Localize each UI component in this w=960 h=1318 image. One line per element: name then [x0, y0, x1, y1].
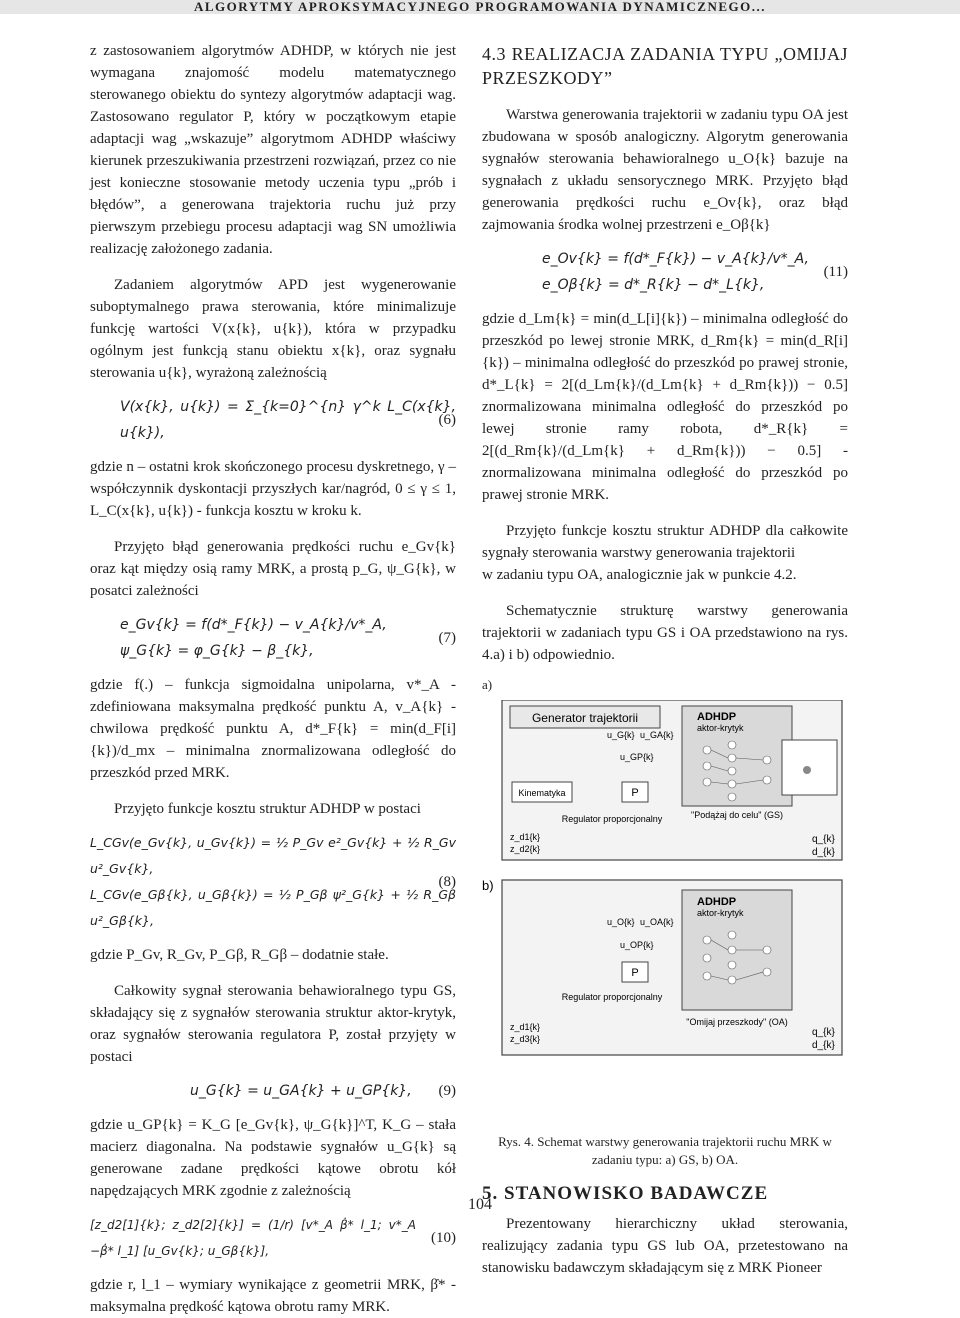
equation-number: (9) — [438, 1083, 456, 1099]
paragraph: w zadaniu typu OA, analogicznie jak w punkcie 4.2. — [482, 567, 797, 583]
uga-label: u_GA{k} — [640, 730, 674, 740]
paragraph: Prezentowany hierarchiczny układ sterowania, realizujący zadania typu GS lub OA, przetestowano na stanowisku badawczym składającym się z MRK Pioneer — [482, 1216, 848, 1276]
d-label-b: d_{k} — [812, 1040, 835, 1051]
q-label-a: q_{k} — [812, 834, 835, 845]
aktor-title-b: aktor-krytyk — [697, 908, 744, 918]
task-gs-label: "Podążaj do celu" (GS) — [691, 810, 783, 820]
p-label-b: P — [631, 967, 639, 979]
equation-10: [z_d2[1]{k}; z_d2[2]{k}] = (1/r) [v*_A β̇* l_1; v*_A −β̇* l_1] [u_Gv{k}; u_Gβ{k}], (10) — [90, 1218, 456, 1258]
equation-8: L_CGv(e_Gv{k}, u_Gv{k}) = ½ P_Gv e²_Gv{k} + ½ R_Gv u²_Gv{k}, L_CGv(e_Gβ{k}, u_Gβ{k}) = ½ P_Gβ ψ²_G{k} + ½ R_Gβ u²_Gβ{k}, (8) — [90, 835, 456, 928]
paragraph: Całkowity sygnał sterowania behawioralnego typu GS, składający się z sygnałów sterowania struktur aktor-krytyk, oraz sygnałów sterowania regulatora P, został przyjęty w postaci — [90, 983, 456, 1065]
paragraph: z zastosowaniem algorytmów ADHDP, w których nie jest wymagana znajomość modelu matematycznego sterowanego obiektu do syntezy algorytmów adaptacji wag. Zastosowano regulator P, który w początkowym etapie adaptacji wag „wskazuje” algorytmom ADHDP właściwy kierunek przeszukiwania przestrzeni rozwiązań, przez co nie jest konieczne stosowanie metody uczenia typu „prób i błędów”, a generowana trajektoria ruchu już przy pierwszym przebiegu procesu adaptacji wag SN umożliwia realizację założonego zadania. — [90, 43, 456, 257]
adhdp-title: ADHDP — [697, 711, 737, 723]
uop-label: u_OP{k} — [620, 940, 654, 950]
running-header: ALGORYTMY APROKSYMACYJNEGO PROGRAMOWANIA DYNAMICZNEGO... — [0, 0, 960, 14]
paragraph: gdzie f(.) – funkcja sigmoidalna unipolarna, v*_A - zdefiniowana maksymalna prędkość punktu A, v_A{k} - chwilowa prędkość punktu A, d*_F{k} = min(d_F[i]{k})/d_mx – minimalna znormalizowana odległość do przeszkód przed MRK. — [90, 677, 456, 781]
paragraph: Warstwa generowania trajektorii w zadaniu typu OA jest zbudowana w sposób analogiczny. Algorytm generowania sygnałów sterowania behawioralnego u_O{k} bazuje na sygnałach z układu sensorycznego MRK. Przyjęto błąd generowania prędkości ruchu e_Ov{k}, oraz błąd zajmowania środka wolnej przestrzeni e_Oβ{k} — [482, 107, 848, 233]
left-column — [90, 40, 456, 1318]
equation-9: u_G{k} = u_GA{k} + u_GP{k}, (9) — [90, 1078, 456, 1104]
equation-6: V(x{k}, u{k}) = Σ_{k=0}^{n} γ^k L_C(x{k}, u{k}), (6) — [120, 399, 456, 441]
generator-title: Generator trajektorii — [531, 711, 639, 725]
zd3-label-b: z_d3{k} — [510, 1034, 541, 1044]
q-label-b: q_{k} — [812, 1027, 835, 1038]
paragraph: gdzie d_Lm{k} = min(d_L[i]{k}) – minimalna odległość do przeszkód po lewej stronie MRK, d_Rm{k} = min(d_R[i]{k}) – minimalna odległość do przeszkód po prawej stronie, d*_L{k} = 2[(d_Lm{k}/(d_Lm{k} + d_Rm{k})) − 0.5] znormalizowana minimalna odległość do przeszkód po lewej stronie ramy robota, d*_R{k} = 2[(d_Rm{k}/(d_Lm{k} + d_Rm{k})) − 0.5] - znormalizowana minimalna odległość do przeszkód po prawej stronie MRK. — [482, 311, 848, 503]
paragraph: gdzie u_GP{k} = K_G [e_Gv{k}, ψ_G{k}]^T, K_G – stała macierz diagonalna. Na podstawie sygnałów u_G{k} są generowane zadane prędkości kątowe obrotu kół napędzających MRK zgodnie z zależnością — [90, 1117, 456, 1199]
section-heading: 4.3 REALIZACJA ZADANIA TYPU „OMIJAJ PRZESZKODY” — [482, 44, 848, 88]
paragraph: Przyjęto błąd generowania prędkości ruchu e_Gv{k} oraz kąt między osią ramy MRK, a prostą p_G, ψ_G{k}, w posatci zależności — [90, 539, 456, 599]
regulator-label-a: Regulator proporcjonalny — [561, 814, 663, 824]
adhdp-title-b: ADHDP — [697, 896, 737, 908]
aktor-title: aktor-krytyk — [697, 723, 744, 733]
task-oa-label: "Omijaj przeszkody" (OA) — [686, 1017, 788, 1027]
equation-number: (8) — [438, 874, 456, 890]
page-number: 104 — [468, 1196, 492, 1213]
uo-label: u_O{k} — [607, 917, 635, 927]
paragraph: gdzie P_Gv, R_Gv, P_Gβ, R_Gβ – dodatnie stałe. — [90, 947, 389, 963]
d-label-a: d_{k} — [812, 847, 835, 858]
equation-number: (10) — [431, 1230, 456, 1246]
equation-number: (7) — [438, 630, 456, 646]
equation-number: (11) — [823, 264, 848, 280]
figure-label-a: a) — [482, 677, 493, 692]
figure-4-diagram — [482, 700, 848, 1120]
figure-caption: Rys. 4. Schemat warstwy generowania trajektorii ruchu MRK w zadaniu typu: a) GS, b) OA. — [498, 1134, 832, 1167]
kinematyka-label: Kinematyka — [518, 788, 566, 798]
equation-number: (6) — [438, 412, 456, 428]
zd1-label-b: z_d1{k} — [510, 1022, 541, 1032]
section-heading: 5. STANOWISKO BADAWCZE — [482, 1183, 769, 1204]
regulator-label-b: Regulator proporcjonalny — [561, 992, 663, 1002]
equation-7: e_Gv{k} = f(d*_F{k}) − v_A{k}/v*_A, ψ_G{k} = φ_G{k} − β_{k}, (7) — [120, 617, 456, 659]
equation-11: e_Ov{k} = f(d*_F{k}) − v_A{k}/v*_A, e_Oβ{k} = d*_R{k} − d*_L{k}, (11) — [542, 251, 848, 293]
zd2-label-a: z_d2{k} — [510, 844, 541, 854]
zd1-label-a: z_d1{k} — [510, 832, 541, 842]
paragraph: Przyjęto funkcje kosztu struktur ADHDP dla całkowite sygnały sterowania warstwy generowania trajektorii — [482, 523, 848, 561]
figure-label-b: b) — [482, 878, 494, 893]
paragraph: Zadaniem algorytmów APD jest wygenerowanie suboptymalnego prawa sterowania, które minimalizuje funkcję wartości V(x{k}, u{k}), która w przypadku ogólnym jest funkcją stanu obiektu x{k}, oraz sygnału sterowania u{k}, wyrażoną zależnością — [90, 277, 456, 381]
paragraph: gdzie n – ostatni krok skończonego procesu dyskretnego, γ – współczynnik dyskontacji przyszłych kar/nagród, 0 ≤ γ ≤ 1, L_C(x{k}, u{k}) - funkcja kosztu w kroku k. — [90, 459, 456, 519]
paragraph: gdzie r, l_1 – wymiary wynikające z geometrii MRK, β̇* - maksymalna prędkość kątowa obrotu ramy MRK. — [90, 1277, 456, 1315]
paragraph: Schematycznie strukturę warstwy generowania trajektorii w zadaniach typu GS i OA przedstawiono na rys. 4.a) i b) odpowiednio. — [482, 603, 848, 663]
goal-marker — [803, 766, 811, 774]
right-column — [482, 40, 848, 1279]
paragraph: Przyjęto funkcje kosztu struktur ADHDP w postaci — [114, 801, 421, 817]
ug-label: u_G{k} — [607, 730, 635, 740]
p-label-a: P — [631, 787, 639, 799]
ugp-label: u_GP{k} — [620, 752, 654, 762]
uoa-label: u_OA{k} — [640, 917, 674, 927]
